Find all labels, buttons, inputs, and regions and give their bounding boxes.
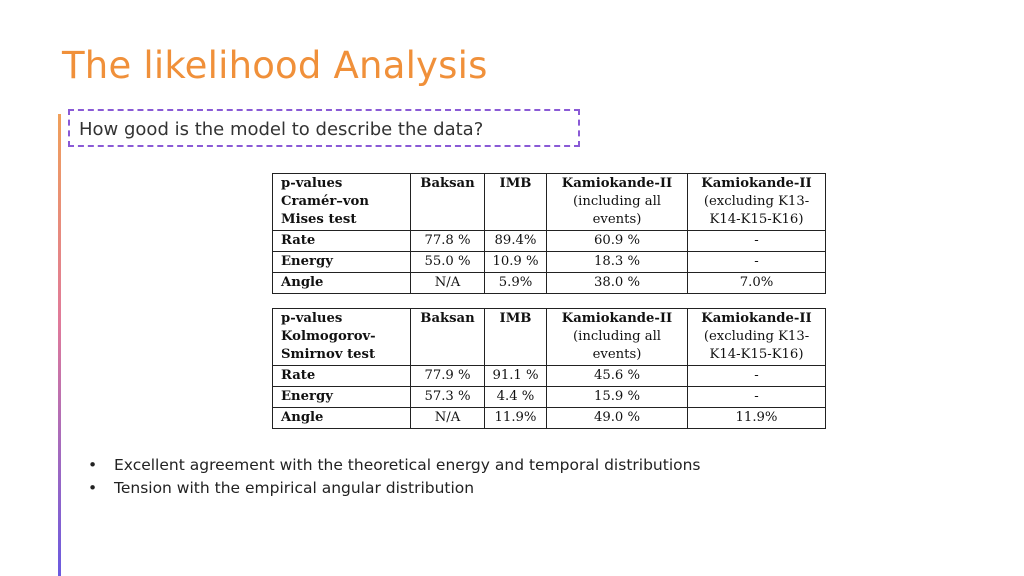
table-row xyxy=(273,231,826,252)
header-kamiokande-excluding xyxy=(688,309,826,366)
header-kamiokande-including xyxy=(547,174,688,231)
header-label-cell xyxy=(273,309,411,366)
row-label: Energy xyxy=(273,387,411,408)
table-header-row xyxy=(273,309,826,366)
table-row xyxy=(273,408,826,429)
header-baksan: Baksan xyxy=(411,174,485,231)
cell-imb: 89.4% xyxy=(485,231,547,252)
cell-kam-incl: 38.0 % xyxy=(547,273,688,294)
cell-baksan: 77.9 % xyxy=(411,366,485,387)
header-kam-line: Kamiokande-II xyxy=(561,311,673,326)
bullet-item xyxy=(88,456,701,479)
row-label: Rate xyxy=(273,231,411,252)
row-label: Rate xyxy=(273,366,411,387)
cell-imb: 5.9% xyxy=(485,273,547,294)
header-kamiokande-including xyxy=(547,309,688,366)
cell-kam-excl: - xyxy=(688,231,826,252)
bullet-item xyxy=(88,479,701,502)
header-label-line: p-values xyxy=(281,176,343,191)
header-kam-line: (including all xyxy=(572,194,662,209)
slide-title: The likelihood Analysis xyxy=(62,44,488,87)
cell-baksan: N/A xyxy=(411,273,485,294)
bullet-text: Tension with the empirical angular distribution xyxy=(114,479,475,497)
cell-imb: 10.9 % xyxy=(485,252,547,273)
cell-baksan: 57.3 % xyxy=(411,387,485,408)
bullet-dot-icon: • xyxy=(88,479,98,497)
header-kam-line: Kamiokande-II xyxy=(701,311,812,326)
row-label: Angle xyxy=(273,408,411,429)
cell-imb: 91.1 % xyxy=(485,366,547,387)
slide-subtitle: How good is the model to describe the data? xyxy=(79,119,484,140)
header-kam-line: K14-K15-K16) xyxy=(709,212,804,227)
header-kam-line: Kamiokande-II xyxy=(701,176,812,191)
header-kam-line: Kamiokande-II xyxy=(561,176,673,191)
bullet-list xyxy=(88,456,701,502)
cell-kam-excl: - xyxy=(688,252,826,273)
cell-kam-excl: 7.0% xyxy=(688,273,826,294)
cell-kam-incl: 18.3 % xyxy=(547,252,688,273)
header-label-line: Kolmogorov- xyxy=(281,329,376,344)
header-kamiokande-excluding xyxy=(688,174,826,231)
cell-kam-incl: 60.9 % xyxy=(547,231,688,252)
header-imb: IMB xyxy=(485,174,547,231)
row-label: Angle xyxy=(273,273,411,294)
header-kam-line: (excluding K13- xyxy=(703,194,810,209)
cell-kam-excl: 11.9% xyxy=(688,408,826,429)
table-row xyxy=(273,387,826,408)
accent-bar xyxy=(58,114,61,576)
cell-kam-incl: 45.6 % xyxy=(547,366,688,387)
header-kam-line: (excluding K13- xyxy=(703,329,810,344)
row-label: Energy xyxy=(273,252,411,273)
cell-kam-excl: - xyxy=(688,387,826,408)
header-label-line: Smirnov test xyxy=(281,347,376,362)
header-label-cell xyxy=(273,174,411,231)
header-label-line: p-values xyxy=(281,311,343,326)
bullet-text: Excellent agreement with the theoretical energy and temporal distributions xyxy=(114,456,701,474)
cell-kam-incl: 15.9 % xyxy=(547,387,688,408)
header-imb: IMB xyxy=(485,309,547,366)
cramer-von-mises-table xyxy=(272,173,826,294)
cell-kam-incl: 49.0 % xyxy=(547,408,688,429)
header-kam-line: K14-K15-K16) xyxy=(709,347,804,362)
kolmogorov-smirnov-table xyxy=(272,308,826,429)
header-label-line: Mises test xyxy=(281,212,357,227)
cell-baksan: 77.8 % xyxy=(411,231,485,252)
table-header-row xyxy=(273,174,826,231)
header-kam-line: (including all xyxy=(572,329,662,344)
cell-imb: 11.9% xyxy=(485,408,547,429)
cell-kam-excl: - xyxy=(688,366,826,387)
table-row xyxy=(273,252,826,273)
cell-baksan: N/A xyxy=(411,408,485,429)
cell-imb: 4.4 % xyxy=(485,387,547,408)
header-label-line: Cramér–von xyxy=(281,194,369,209)
header-kam-line: events) xyxy=(592,347,642,362)
header-baksan: Baksan xyxy=(411,309,485,366)
table-row xyxy=(273,273,826,294)
bullet-dot-icon: • xyxy=(88,456,98,474)
header-kam-line: events) xyxy=(592,212,642,227)
cell-baksan: 55.0 % xyxy=(411,252,485,273)
subtitle-box xyxy=(68,109,580,147)
table-row xyxy=(273,366,826,387)
